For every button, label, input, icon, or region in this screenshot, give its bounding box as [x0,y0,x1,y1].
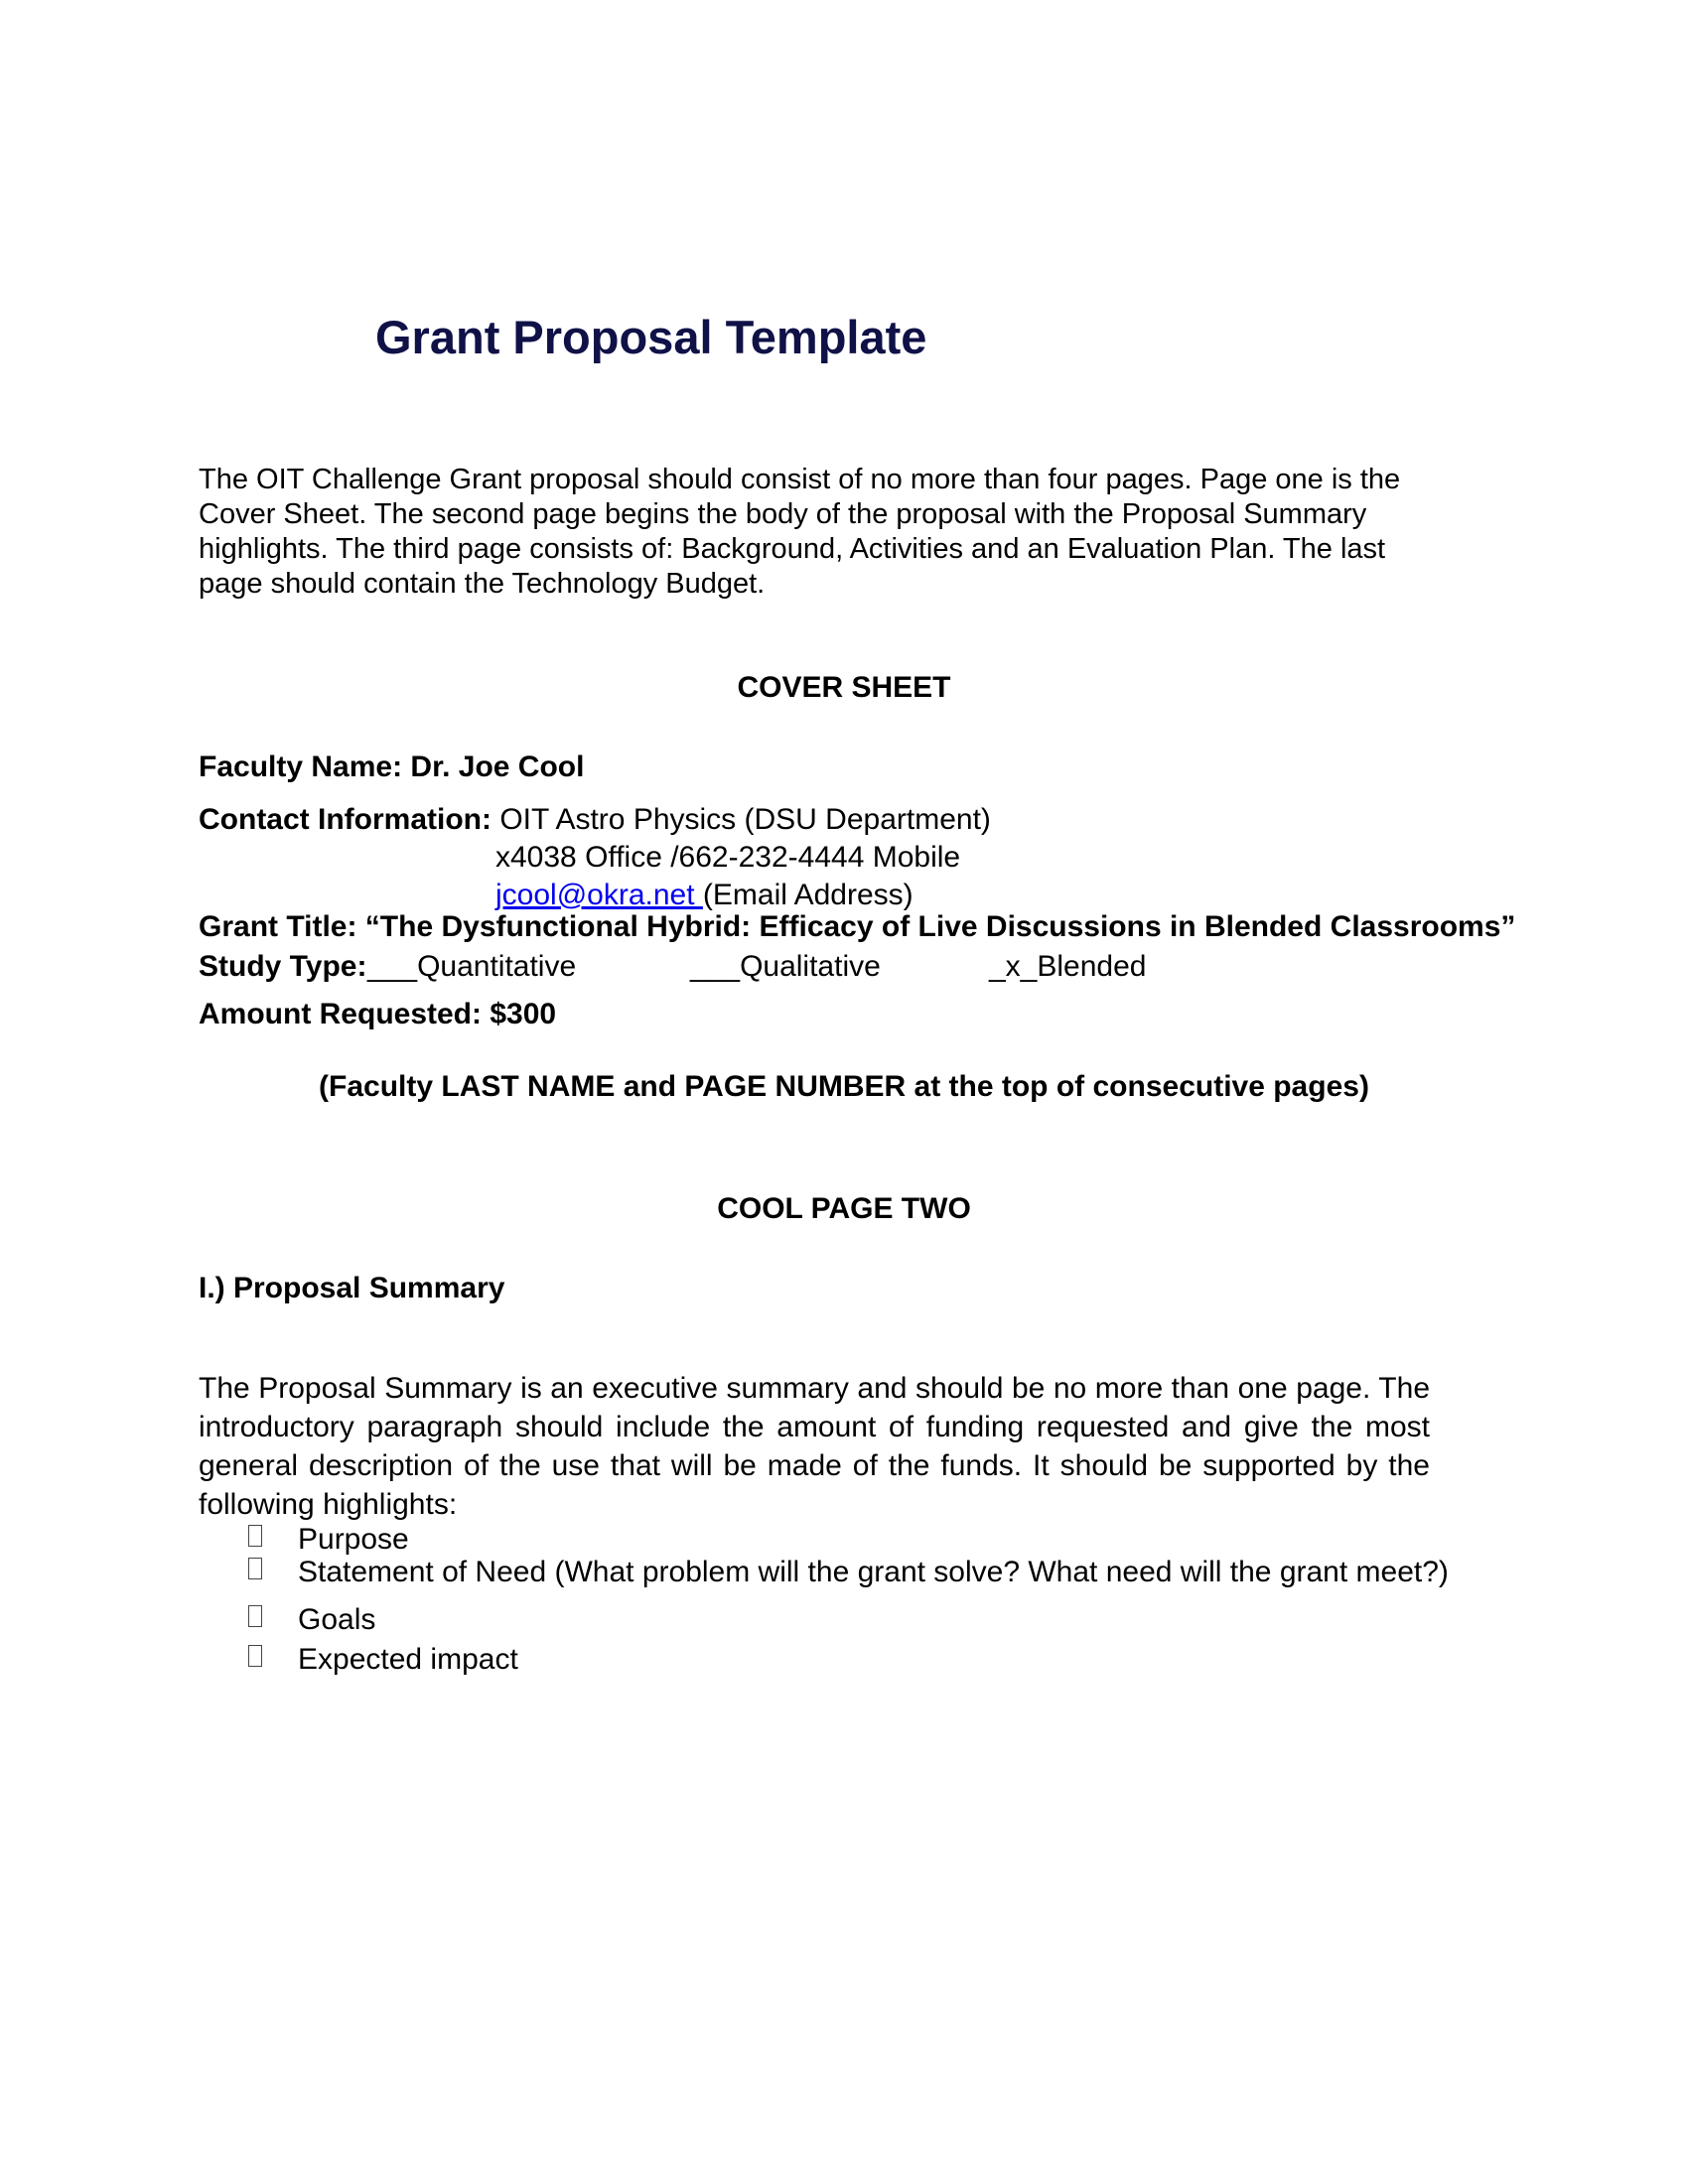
amount-requested: Amount Requested: $300 [199,998,557,1030]
study-option-quantitative[interactable]: ___Quantitative [367,950,577,983]
contact-label: Contact Information: [199,803,492,836]
study-option-blended[interactable]: _x_Blended [989,950,1147,983]
bullet-icon [248,1645,262,1667]
bullet-icon [248,1558,262,1579]
contact-line-email [495,879,914,912]
cover-sheet-heading: COVER SHEET [737,671,951,704]
contact-line-department: OIT Astro Physics (DSU Department) [499,803,991,836]
proposal-summary-paragraph: The Proposal Summary is an executive summary and should be no more than one page. The introductory paragraph should include the amount of funding requested and give the most general description of the use that will be made of the funds. It should be supported by the following highlights: [199,1372,1430,1521]
contact-line-phone: x4038 Office /662-232-4444 Mobile [495,841,961,874]
study-type-label: Study Type: [199,950,367,983]
email-link[interactable]: jcool@okra.net [495,879,703,911]
contact-information [199,803,991,837]
faculty-name: Faculty Name: Dr. Joe Cool [199,751,585,783]
list-item: Statement of Need (What problem will the grant solve? What need will the grant meet?) [248,1558,262,1579]
list-item: Goals [248,1605,262,1627]
bullet-icon [248,1525,262,1547]
list-item: Expected impact [248,1645,262,1667]
list-item: Purpose [248,1525,262,1547]
email-note: (Email Address) [702,879,914,911]
bullet-icon [248,1605,262,1627]
proposal-summary-title: I.) Proposal Summary [199,1272,505,1304]
page-two-heading: COOL PAGE TWO [717,1192,971,1225]
document-title: Grant Proposal Template [375,311,927,363]
grant-title: Grant Title: “The Dysfunctional Hybrid: Efficacy of Live Discussions in Blended Classrooms” [199,910,1516,943]
study-option-qualitative[interactable]: ___Qualitative [690,950,881,983]
consecutive-pages-note: (Faculty LAST NAME and PAGE NUMBER at the top of consecutive pages) [319,1070,1369,1103]
intro-paragraph: The OIT Challenge Grant proposal should consist of no more than four pages. Page one is the Cover Sheet. The second page begins the body of the proposal with the Proposal Summary highlights. The third page consists of: Background, Activities and an Evaluation Plan. The last page should contain the Technology Budget. [199,464,1401,600]
